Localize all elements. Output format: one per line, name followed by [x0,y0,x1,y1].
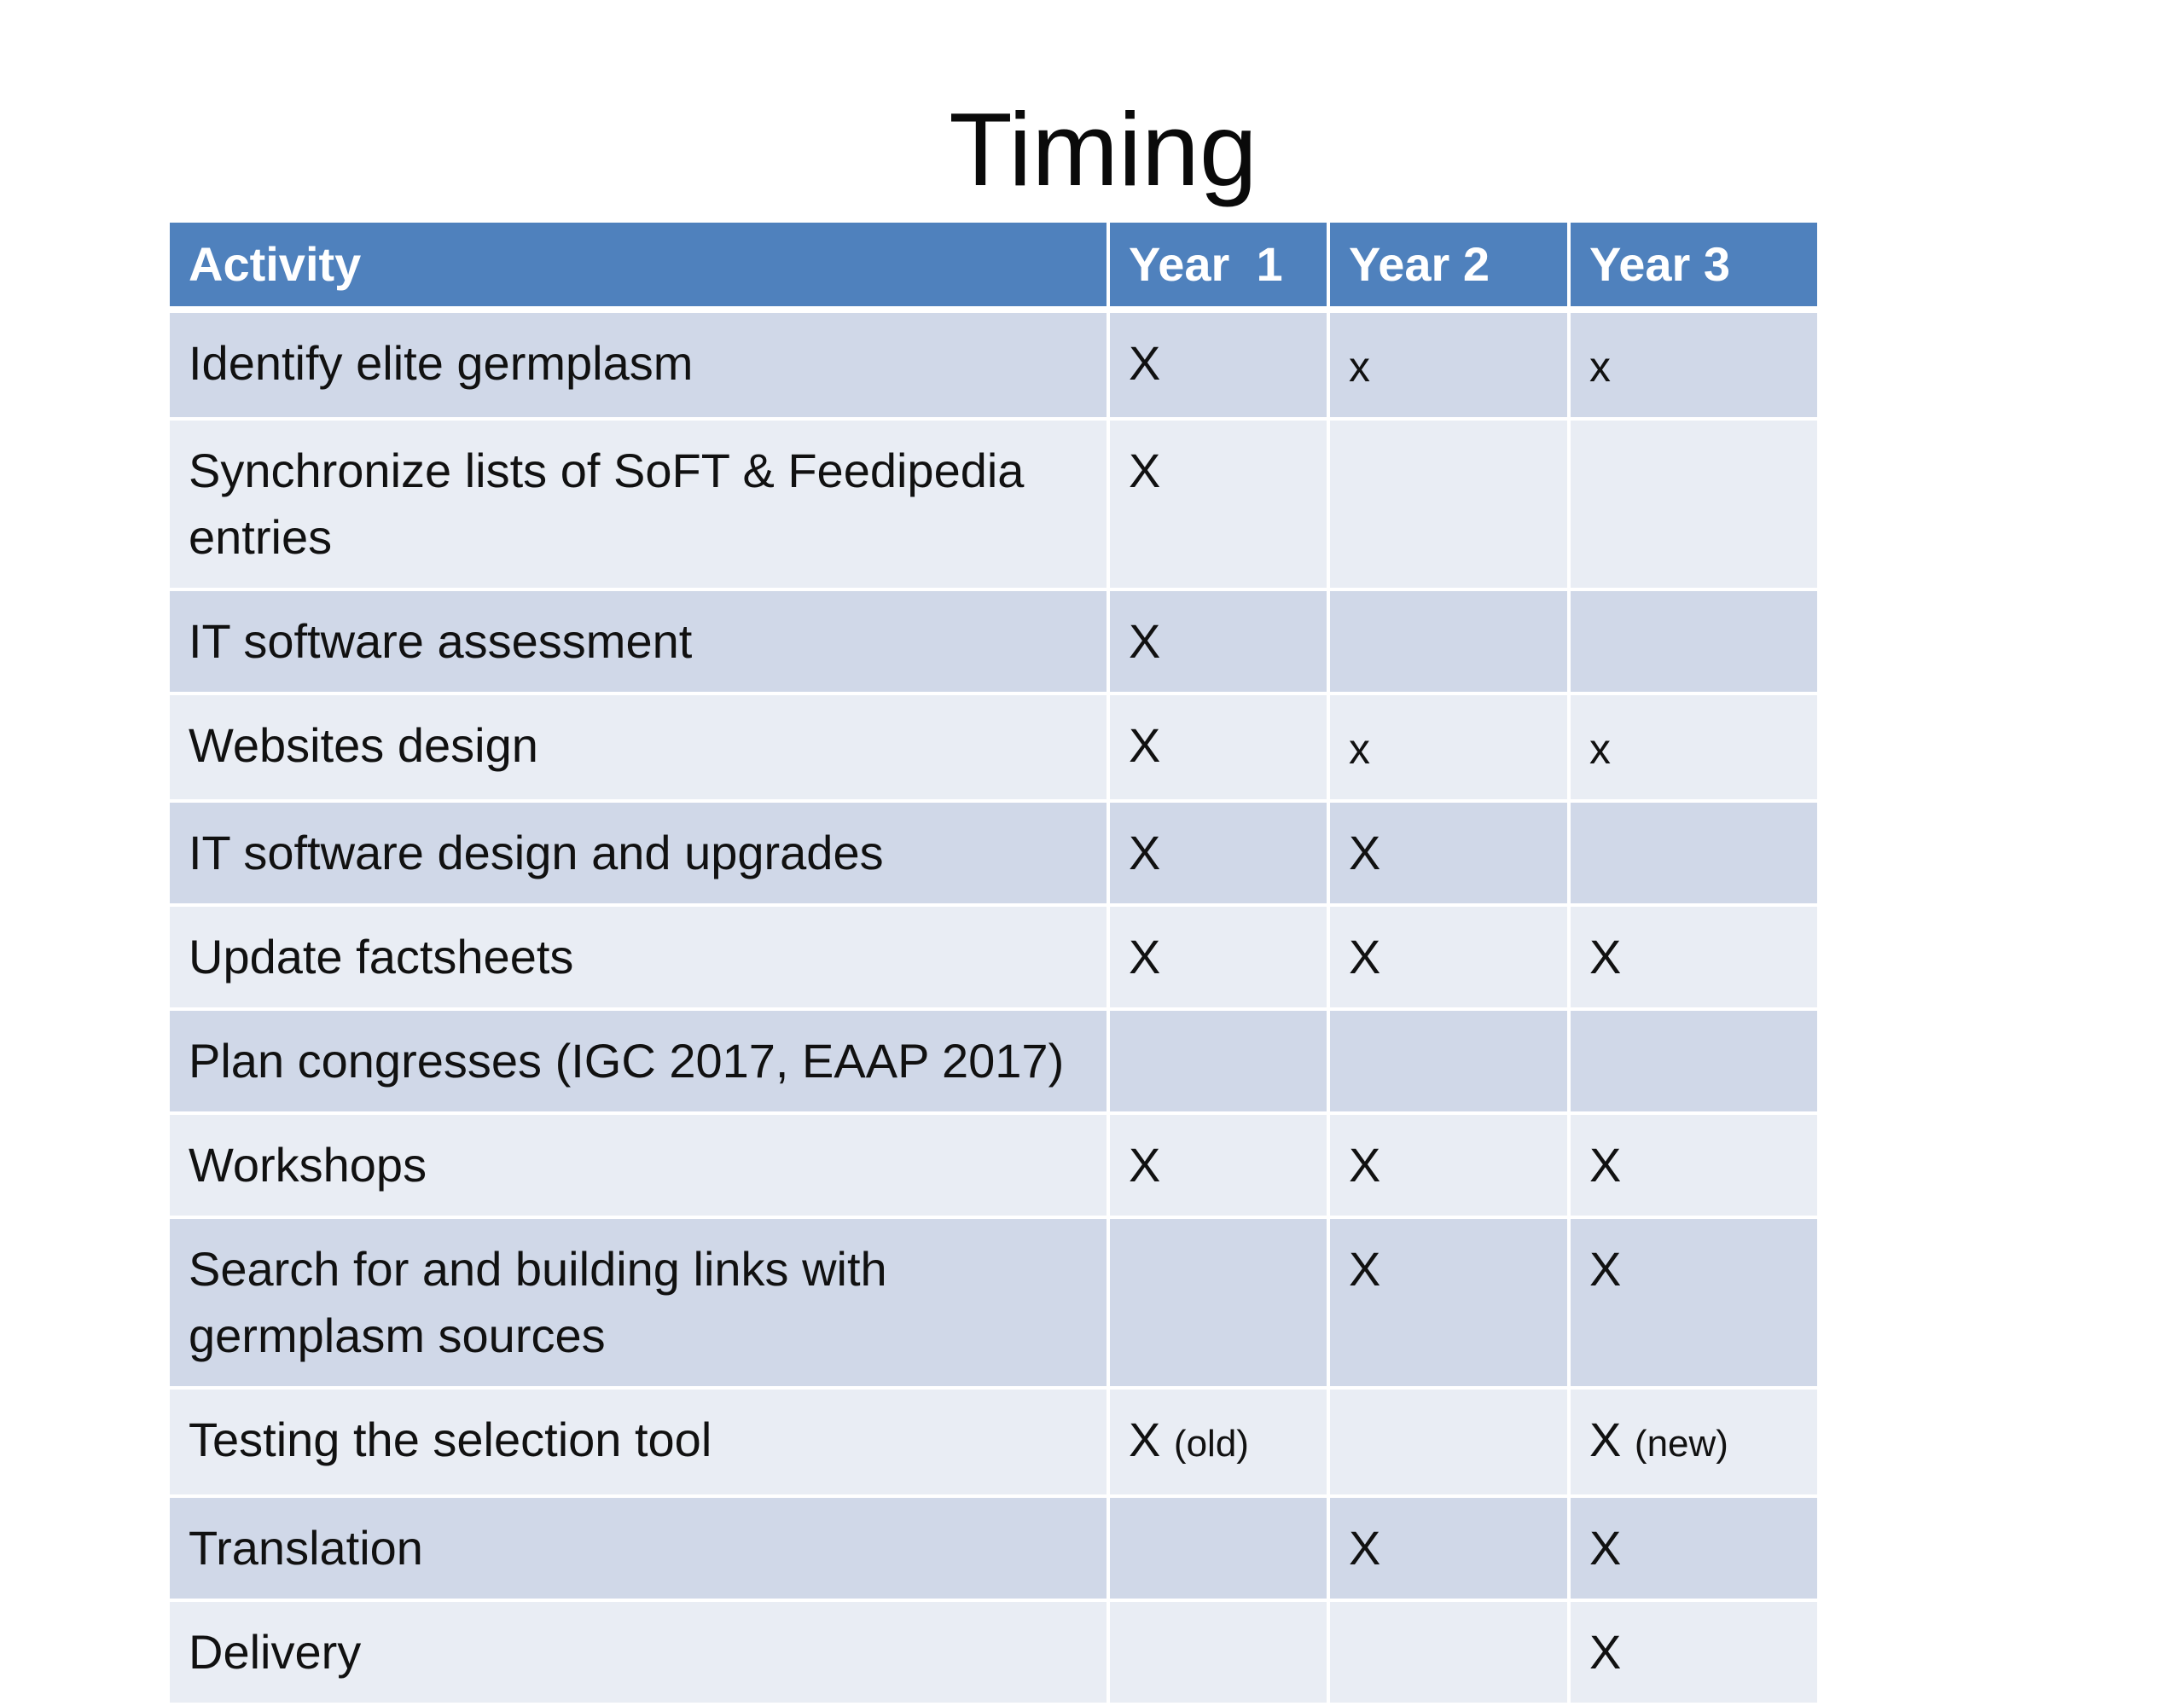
year2-cell: X [1328,1496,1569,1600]
year3-cell [1569,1388,1819,1496]
table-row [168,310,1819,419]
slide-title: Timing [949,91,1258,207]
header-activity: Activity [168,221,1108,310]
table-row [168,1217,1819,1388]
year1-cell [1108,1600,1328,1704]
activity-cell: Delivery [168,1600,1108,1704]
year3-cell [1569,419,1819,589]
year1-cell: X [1108,589,1328,693]
table-row [168,1009,1819,1113]
table-row [168,1113,1819,1217]
year3-cell [1569,801,1819,905]
activity-cell: Plan congresses (IGC 2017, EAAP 2017) [168,1009,1108,1113]
year2-cell: X [1328,1113,1569,1217]
year3-mark: X [1589,1413,1622,1466]
year2-cell: X [1328,905,1569,1009]
year3-cell: X [1569,1600,1819,1704]
year2-cell [1328,1600,1569,1704]
year1-note: (old) [1173,1423,1249,1465]
year2-cell: x [1328,693,1569,801]
activity-cell: Testing the selection tool [168,1388,1108,1496]
year2-cell: x [1328,310,1569,419]
year1-cell [1108,1388,1328,1496]
table-row [168,801,1819,905]
activity-cell: Websites design [168,693,1108,801]
year2-cell [1328,589,1569,693]
table-row [168,1496,1819,1600]
table-row [168,905,1819,1009]
activity-cell: Identify elite germplasm [168,310,1108,419]
year1-cell: X [1108,801,1328,905]
year3-cell [1569,589,1819,693]
year2-cell: X [1328,1217,1569,1388]
table-row [168,693,1819,801]
year3-cell: X [1569,1113,1819,1217]
activity-cell: IT software assessment [168,589,1108,693]
year3-cell: X [1569,1217,1819,1388]
header-year-1: Year 1 [1108,221,1328,310]
year3-cell: x [1569,693,1819,801]
table-header-row [168,221,1819,310]
table-row [168,1600,1819,1704]
year3-cell: X [1569,905,1819,1009]
table-row [168,1388,1819,1496]
year3-cell: X [1569,1496,1819,1600]
table-row [168,419,1819,589]
year1-cell: X [1108,310,1328,419]
year2-cell [1328,1388,1569,1496]
year2-cell: X [1328,801,1569,905]
year1-cell: X [1108,1113,1328,1217]
header-year-2: Year 2 [1328,221,1569,310]
table-row [168,589,1819,693]
activity-cell: Search for and building links with germplasm sources [168,1217,1108,1388]
year1-cell [1108,1009,1328,1113]
year1-mark: X [1129,1413,1161,1466]
year1-cell: X [1108,693,1328,801]
year1-cell [1108,1496,1328,1600]
year2-cell [1328,1009,1569,1113]
activity-cell: IT software design and upgrades [168,801,1108,905]
year1-cell [1108,1217,1328,1388]
year2-cell [1328,419,1569,589]
header-year-3: Year 3 [1569,221,1819,310]
activity-cell: Translation [168,1496,1108,1600]
year3-note: (new) [1634,1423,1728,1465]
activity-cell: Workshops [168,1113,1108,1217]
activity-cell: Update factsheets [168,905,1108,1009]
year1-cell: X [1108,419,1328,589]
year3-cell [1569,1009,1819,1113]
activity-cell: Synchronize lists of SoFT & Feedipedia entries [168,419,1108,589]
year1-cell: X [1108,905,1328,1009]
year3-cell: x [1569,310,1819,419]
timing-table [166,219,1821,1706]
